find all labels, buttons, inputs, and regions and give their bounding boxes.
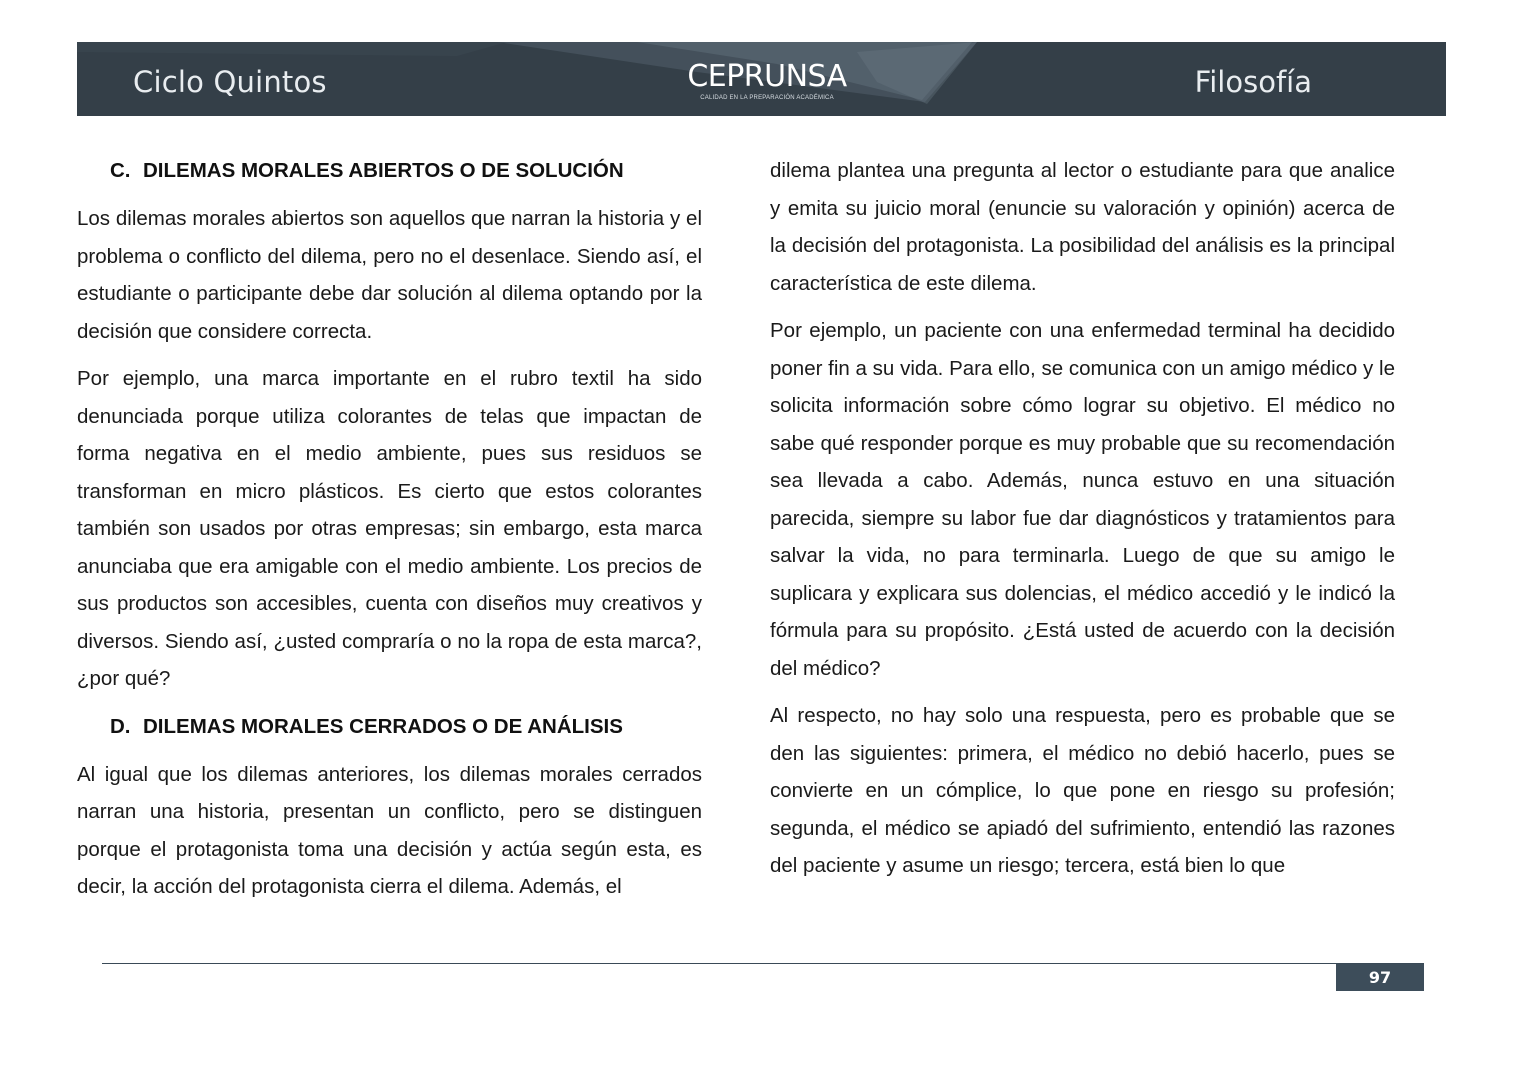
section-letter-d: D. — [110, 714, 131, 738]
header-banner — [77, 42, 1446, 116]
section-heading-c — [110, 152, 702, 190]
ceprunsa-logo — [677, 60, 857, 102]
course-cycle-title: Ciclo Quintos — [133, 65, 327, 99]
logo-tagline: CALIDAD EN LA PREPARACIÓN ACADÉMICA — [700, 95, 834, 101]
paragraph-closed-dilemmas-definition: Al igual que los dilemas anteriores, los dilemas morales cerrados narran una historia, presentan un conflicto, pero se distinguen porque el protagonista toma una decisión y actúa según esta, es decir, la acción del protagonista cierra el dilema. Además, el — [77, 762, 702, 898]
section-title-d: DILEMAS MORALES CERRADOS O DE ANÁLISIS — [143, 714, 623, 738]
paragraph-possible-answers: Al respecto, no hay solo una respuesta, pero es probable que se den las siguientes: primera, el médico no debió hacerlo, pues se convierte en un cómplice, lo que pone en riesgo su profesión; segunda, el médico se apiadó del sufrimiento, entendió las razones del paciente y asume un riesgo; tercera, está bien lo que — [770, 704, 1395, 877]
right-column — [770, 152, 1395, 895]
paragraph-open-dilemmas-example: Por ejemplo, una marca importante en el rubro textil ha sido denunciada porque utiliza colorantes de telas que impactan de forma negativa en el medio ambiente, pues sus residuos se transforman en micro plásticos. Es cierto que estos colorantes también son usados por otras empresas; sin embargo, esta marca anunciaba que era amigable con el medio ambiente. Los precios de sus productos son accesibles, cuenta con diseños muy creativos y diversos. Siendo así, ¿usted compraría o no la ropa de esta marca?, ¿por qué? — [77, 367, 702, 690]
page-number-badge — [1336, 964, 1424, 991]
subject-title: Filosofía — [1194, 65, 1312, 99]
paragraph-closed-dilemmas-example: Por ejemplo, un paciente con una enfermedad terminal ha decidido poner fin a su vida. Para ello, se comunica con un amigo médico y le solicita información sobre cómo lograr su objetivo. El médico no sabe qué responder porque es muy probable que su recomendación sea llevada a cabo. Además, nunca estuvo en una situación parecida, siempre su labor fue dar diagnósticos y tratamientos para salvar la vida, no para terminarla. Luego de que su amigo le suplicara y explicara sus dolencias, el médico accedió y le indicó la fórmula para su propósito. ¿Está usted de acuerdo con la decisión del médico? — [770, 319, 1395, 680]
footer-divider — [102, 963, 1424, 964]
section-heading-d — [110, 708, 702, 746]
paragraph-closed-dilemmas-continued: dilema plantea una pregunta al lector o estudiante para que analice y emita su juicio moral (enuncie su valoración y opinión) acerca de la decisión del protagonista. La posibilidad del análisis es la principal característica de este dilema. — [770, 159, 1395, 295]
section-letter-c: C. — [110, 159, 131, 182]
page-number: 97 — [1368, 968, 1392, 987]
logo-name: CEPRUNSA — [687, 59, 847, 94]
paragraph-open-dilemmas-definition: Los dilemas morales abiertos son aquellos que narran la historia y el problema o conflicto del dilema, pero no el desenlace. Siendo así, el estudiante o participante debe dar solución al dilema optando por la decisión que considere correcta. — [77, 207, 702, 343]
left-column — [77, 152, 702, 916]
section-title-c: DILEMAS MORALES ABIERTOS O DE SOLUCIÓN — [143, 159, 624, 182]
